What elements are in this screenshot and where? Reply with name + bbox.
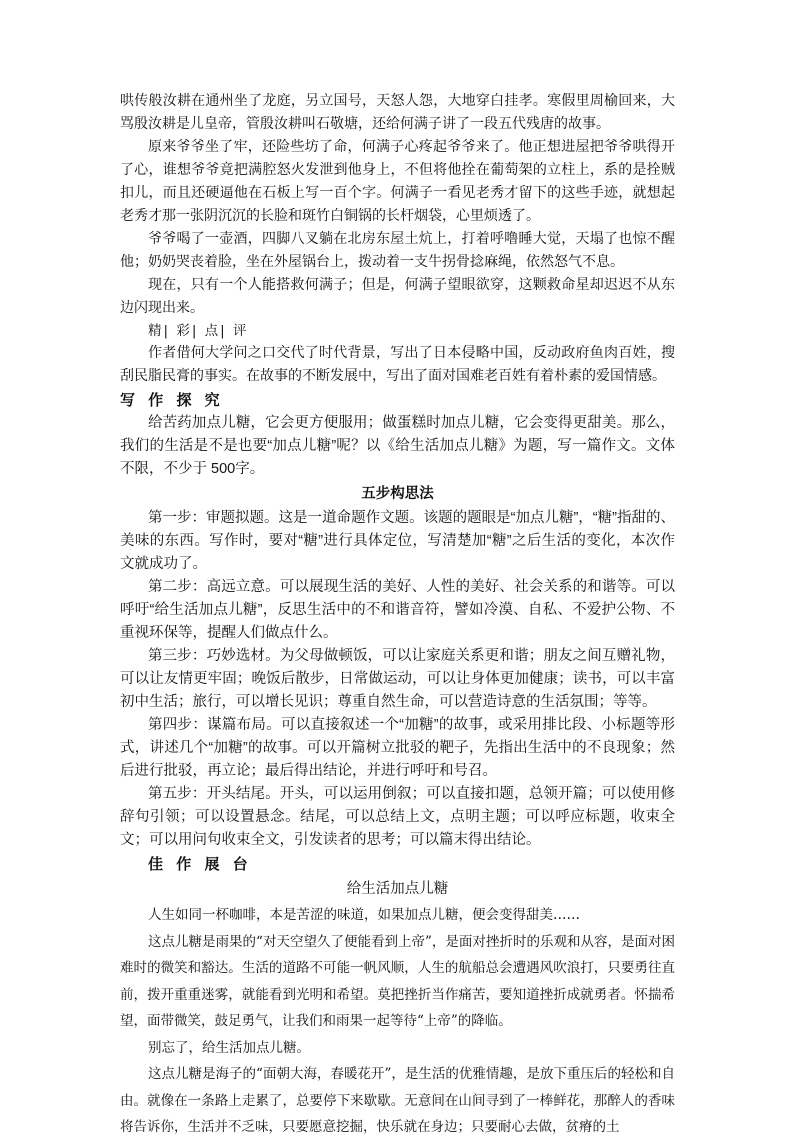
step-paragraph: 第五步：开头结尾。开头，可以运用倒叙；可以直接扣题，总领开篇；可以使用修辞句引领；可以设置悬念。结尾，可以总结上文，点明主题；可以呼应标题，收束全文；可以用问句收束全文，引发读者的思考；可以篇末得出结论。 [120, 786, 675, 848]
story-paragraph: 现在，只有一个人能搭救何满子；但是，何满子望眼欲穿，这颗救命星却迟迟不从东边闪现出来。 [120, 277, 675, 316]
comment-label: 精| 彩| 点| 评 [148, 323, 249, 339]
section-heading-showcase: 佳 作 展 台 [148, 855, 252, 873]
essay-paragraph: 别忘了，给生活加点儿糖。 [148, 1039, 310, 1056]
story-paragraph: 原来爷爷坐了牢，还险些坊了命，何满子心疼起爷爷来了。他正想进屋把爷爷哄得开了心，谁想爷爷竟把满腔怒火发泄到他身上，不但将他拴在葡萄架的立柱上，系的是拴贼扣儿，而且还硬逼他在石板上写一百个字。何满子一看见老秀才留下的这些手迹，就想起老秀才那一张阴沉沉的长脸和斑竹白铜锅的长杆烟袋，心里烦透了。 [120, 139, 675, 224]
step-paragraph: 第一步：审题拟题。这是一道命题作文题。该题的题眼是“加点儿糖”，“糖”指甜的、美味的东西。写作时，要对“糖”进行具体定位，写清楚加“糖”之后生活的变化，本次作文就成功了。 [120, 510, 675, 572]
essay-paragraph: 人生如同一杯咖啡，本是苦涩的味道，如果加点儿糖，便会变得甜美…… [148, 907, 580, 923]
section-heading-writing: 写 作 探 究 [120, 391, 224, 409]
essay-title: 给生活加点儿糖 [346, 881, 449, 897]
method-title: 五步构思法 [361, 486, 434, 502]
story-paragraph: 爷爷喝了一壶酒，四脚八叉躺在北房东屋土炕上，打着呼噜睡大觉，天塌了也惊不醒他；奶奶哭丧着脸，坐在外屋锅台上，拨动着一支牛拐骨捻麻绳，依然怒气不息。 [120, 231, 675, 270]
essay-paragraph: 这点儿糖是海子的“面朝大海，春暖花开”，是生活的优雅情趣，是放下重压后的轻松和自由。就像在一条路上走累了，总要停下来歇歇。无意间在山间寻到了一棒鲜花，那醉人的香味将告诉你，生活并不乏味，只要愿意挖掘，快乐就在身边；只要耐心去做，贫瘠的土 [120, 1066, 675, 1135]
step-paragraph: 第二步：高远立意。可以展现生活的美好、人性的美好、社会关系的和谐等。可以呼吁“给生活加点儿糖”，反思生活中的不和谐音符，譬如冷漠、自私、不爱护公物、不重视环保等，提醒人们做点什么。 [120, 579, 675, 641]
step-paragraph: 第三步：巧妙选材。为父母做顿饭，可以让家庭关系更和谐；朋友之间互赠礼物，可以让友情更牢固；晚饭后散步，日常做运动，可以让身体更加健康；读书，可以丰富初中生活；旅行，可以增长见识；尊重自然生命，可以营造诗意的生活氛围；等等。 [120, 648, 675, 710]
story-paragraph: 哄传般汝耕在通州坐了龙庭，另立国号，天怒人怨，大地穿白挂孝。寒假里周榆回来，大骂殷汝耕是儿皇帝，管殷汝耕叫石敬塘，还给何满子讲了一段五代残唐的故事。 [120, 93, 675, 132]
writing-prompt: 给苦药加点儿糖，它会更方便服用；做蛋糕时加点儿糖，它会变得更甜美。那么，我们的生活是不是也要“加点儿糖”呢？以《给生活加点儿糖》为题，写一篇作文。文体不限，不少于 500字。 [120, 415, 675, 477]
comment-text: 作者借何大学问之口交代了时代背景，写出了日本侵略中国，反动政府鱼肉百姓，搜刮民脂民膏的事实。在故事的不断发展中，写出了面对国难老百姓有着朴素的爱国情感。 [120, 345, 675, 384]
step-paragraph: 第四步：谋篇布局。可以直接叙述一个“加糖”的故事，或采用排比段、小标题等形式，讲述几个“加糖”的故事。可以开篇树立批驳的靶子，先指出生活中的不良现象；然后进行批驳，再立论；最后得出结论，并进行呼吁和号召。 [120, 717, 675, 779]
document-page [120, 90, 675, 1141]
essay-paragraph: 这点儿糖是雨果的“对天空望久了便能看到上帝”，是面对挫折时的乐观和从容，是面对困难时的微笑和豁达。生活的道路不可能一帆风顺，人生的航船总会遭遇风吹浪打，只要勇往直前，拨开重重迷雾，就能看到光明和希望。莫把挫折当作痛苦，要知道挫折成就勇者。怀揣希望，面带微笑，鼓足勇气，让我们和雨果一起等待“上帝”的降临。 [120, 933, 675, 1029]
